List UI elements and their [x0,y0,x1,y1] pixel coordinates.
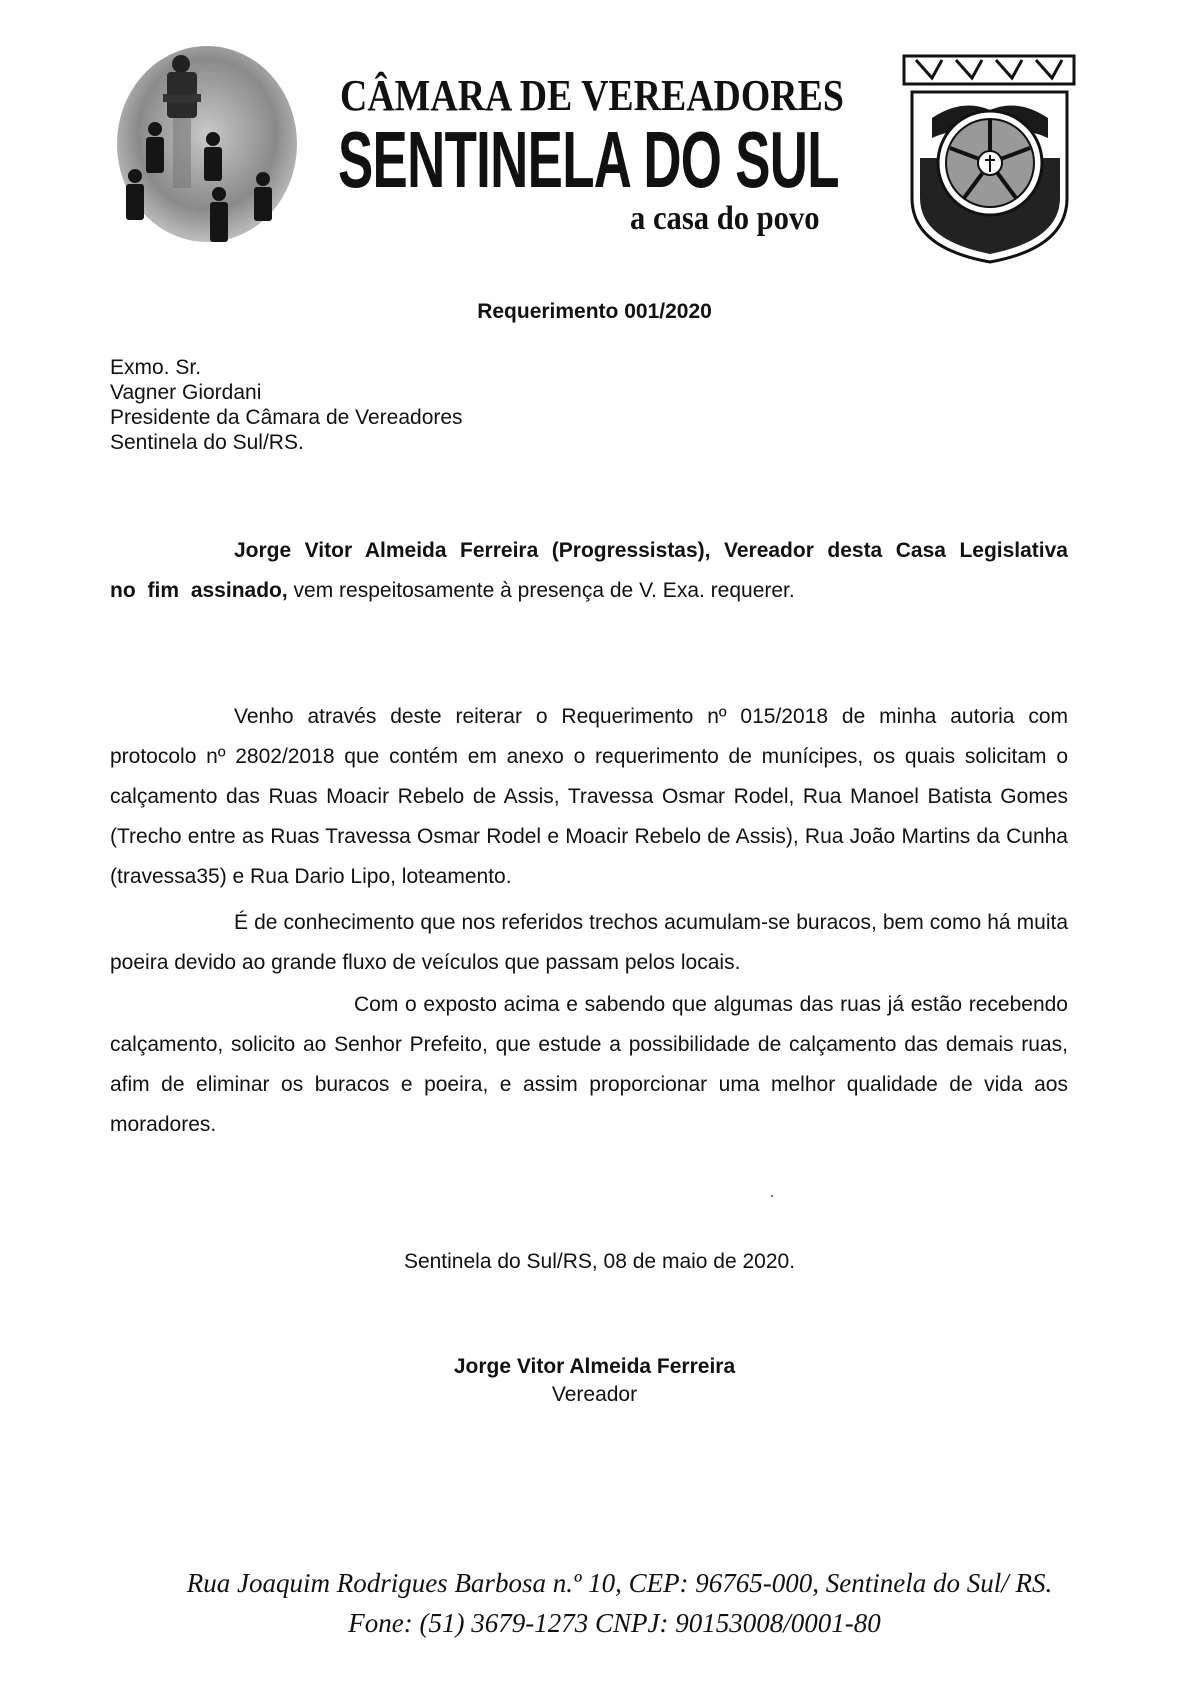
intro-request: vem respeitosamente à presença de V. Exa. requerer. [287,579,795,602]
body-paragraph: Venho através deste reiterar o Requerimento nº 015/2018 de minha autoria com protocolo nº 2802/2018 que contém em anexo o requerimento de munícipes, os quais solicitam o calçamento das Ruas Moacir Rebelo de Assis, Travessa Osmar Rodel, Rua Manoel Batista Gomes (Trecho entre as Ruas Travessa Osmar Rodel e Moacir Rebelo de Assis), Rua João Martins da Cunha (travessa35) e Rua Dario Lipo, loteamento. [110,705,1068,888]
people-assembly-logo-icon [113,44,298,244]
addressee-line: Sentinela do Sul/RS. [110,431,304,454]
intro-paragraph [110,531,1068,611]
footer-contact: Fone: (51) 3679-1273 CNPJ: 90153008/0001-80 [348,1608,881,1638]
footer-address: Rua Joaquim Rodrigues Barbosa n.º 10, CEP: 96765-000, Sentinela do Sul/ RS. [186,1568,1053,1598]
header-tagline: a casa do povo [630,200,820,237]
body-paragraph: Com o exposto acima e sabendo que algumas das ruas já estão recebendo calçamento, solicito ao Senhor Prefeito, que estude a possibilidade de calçamento das demais ruas, afim de eliminar os buracos e poeira, e assim proporcionar uma melhor qualidade de vida aos moradores. [110,993,1068,1136]
header-title-line1: CÂMARA DE VEREADORES [340,71,844,120]
coat-of-arms-icon [902,48,1077,266]
addressee-line: Presidente da Câmara de Vereadores [110,406,463,429]
date-line: Sentinela do Sul/RS, 08 de maio de 2020. [403,1250,796,1273]
intro-author: Jorge Vitor Almeida Ferreira (Progressistas), Vereador desta Casa Legislativa no fim assinado, [110,539,1068,602]
header-title-line2: SENTINELA DO SUL [338,115,839,204]
document-title: Requerimento 001/2020 [477,300,712,323]
signatory-name: Jorge Vitor Almeida Ferreira [453,1355,736,1378]
scan-speck [771,1195,774,1198]
signatory-role: Vereador [551,1383,638,1406]
addressee-line: Vagner Giordani [110,381,262,404]
addressee-block [110,355,463,455]
body-paragraph: É de conhecimento que nos referidos trechos acumulam-se buracos, bem como há muita poeira devido ao grande fluxo de veículos que passam pelos locais. [110,911,1068,974]
addressee-line: Exmo. Sr. [110,356,202,379]
